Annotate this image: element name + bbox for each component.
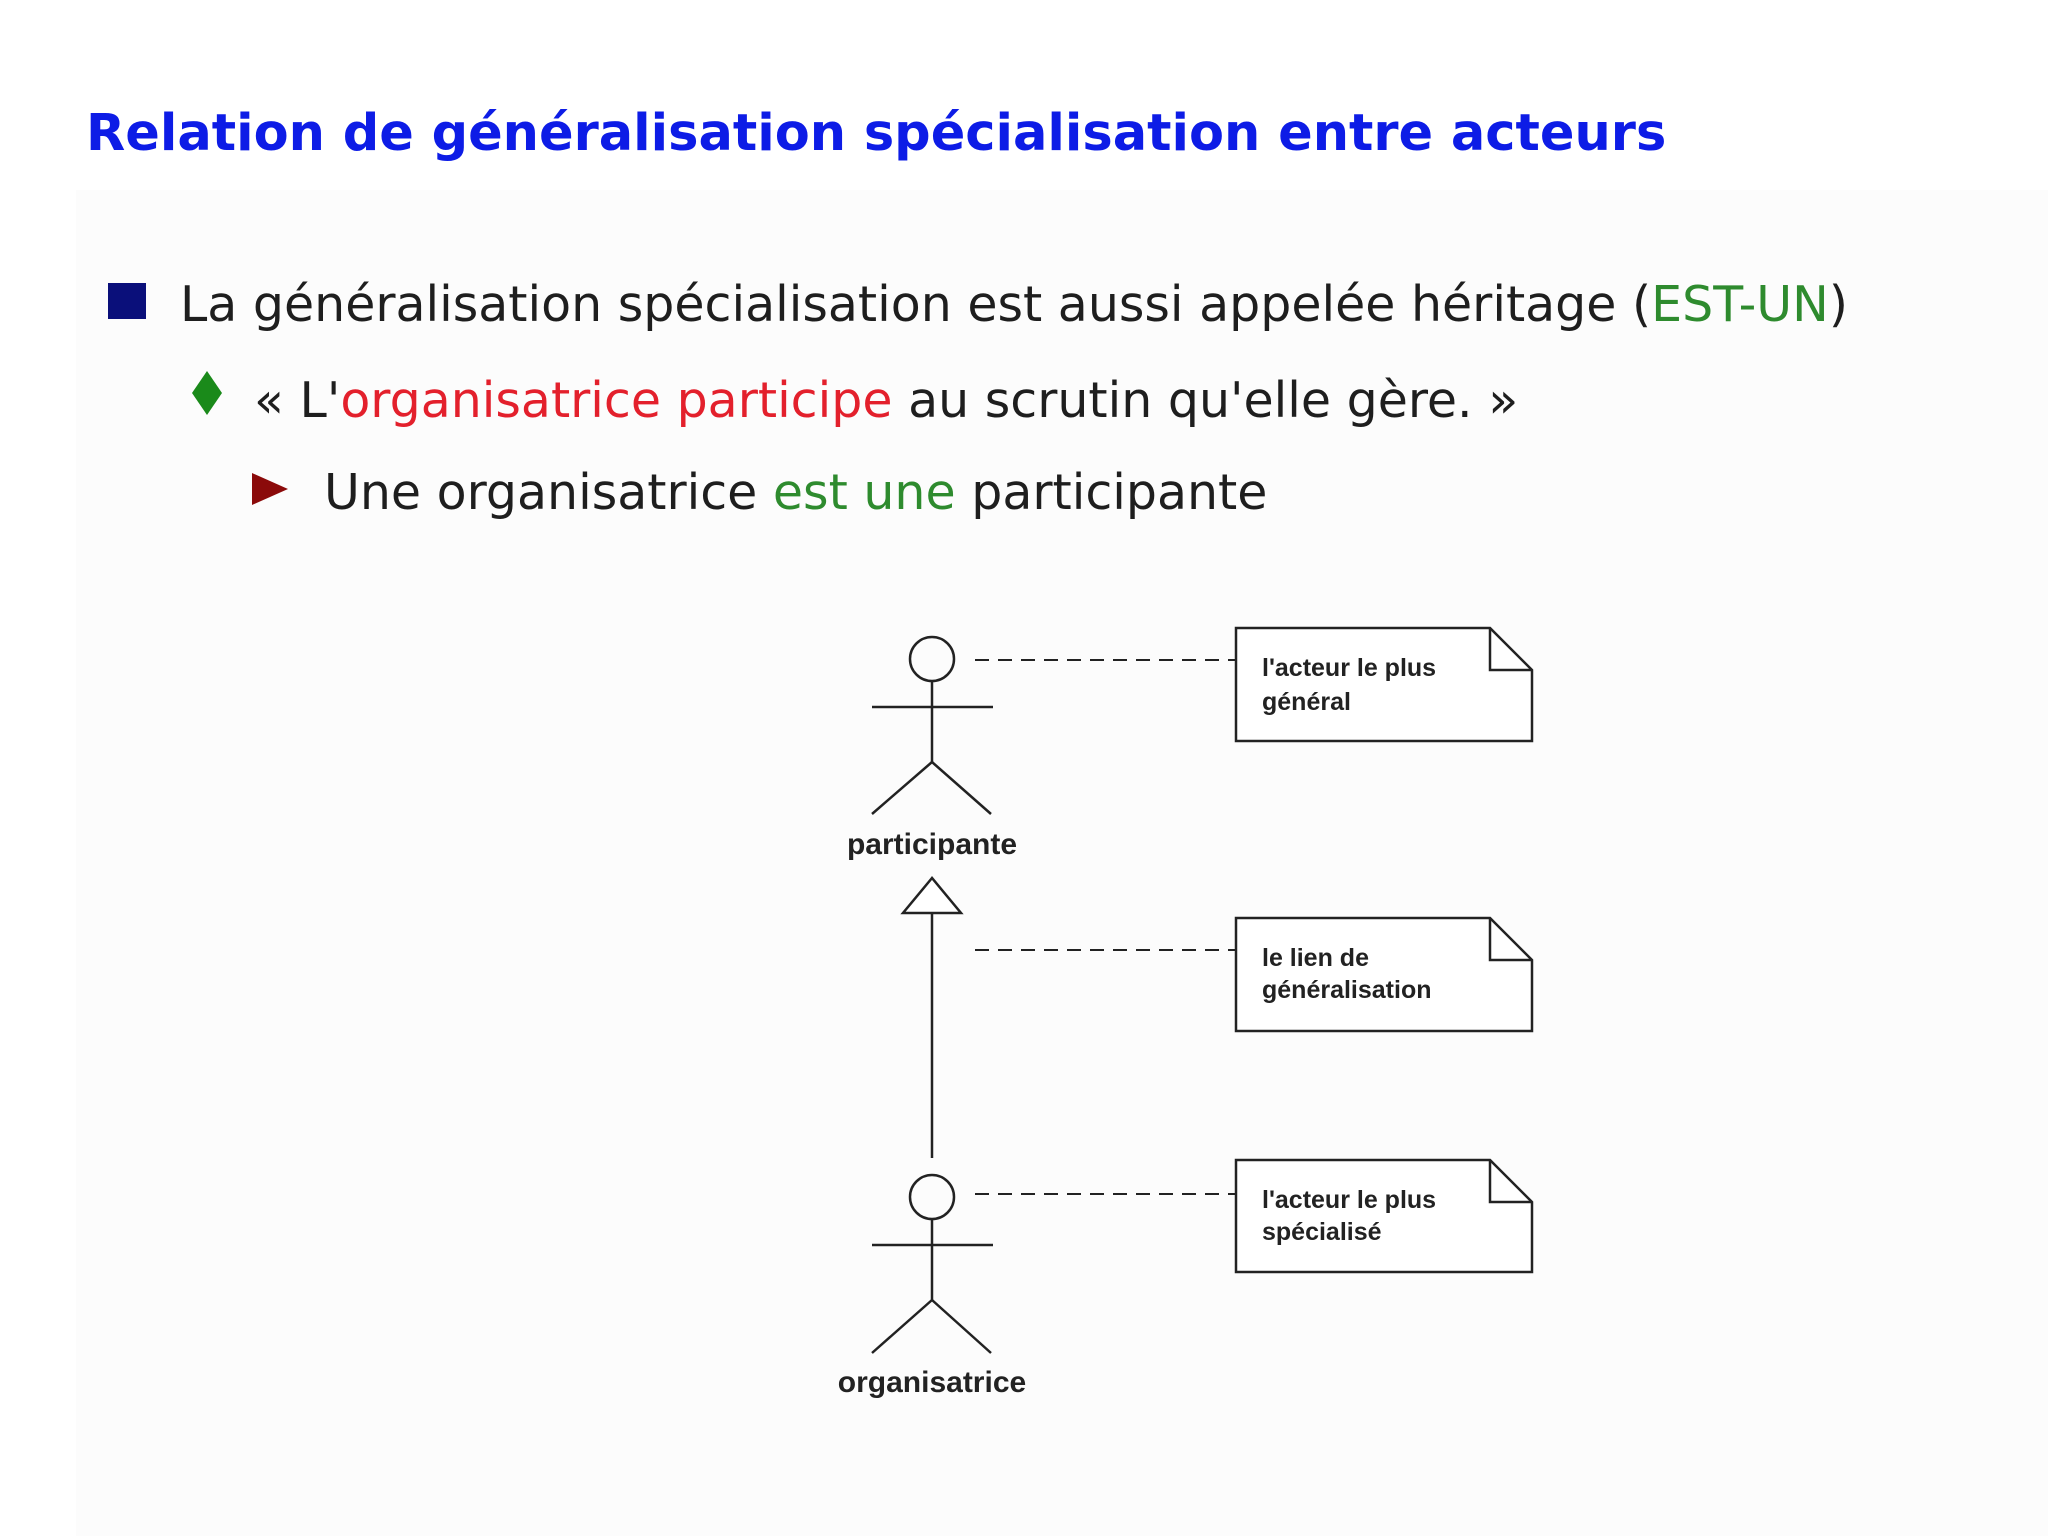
bullet-3-text: Une organisatrice [324, 464, 773, 521]
bullet-1-highlight: EST-UN [1651, 276, 1829, 333]
bullet-2-highlight: organisatrice participe [340, 372, 893, 429]
bullet-3-highlight: est une [772, 464, 956, 521]
note-general-line-2: général [1262, 688, 1351, 716]
bullet-3-text-end: participante [955, 464, 1268, 521]
bullet-2-text: « L' [254, 372, 341, 429]
slide-title: Relation de généralisation spécialisation entre acteurs [86, 104, 1667, 163]
bullet-1-text-end: ) [1828, 276, 1848, 333]
note-link-line-2: généralisation [1262, 976, 1432, 1004]
generalization-link [903, 878, 961, 1158]
note-special-shape [1236, 1160, 1532, 1272]
note-link-line-1: le lien de [1262, 944, 1369, 972]
actor-organisatrice-icon [872, 1175, 993, 1353]
note-link-shape [1236, 918, 1532, 1031]
bullet-2-text-end: au scrutin qu'elle gère. » [892, 372, 1519, 429]
actor-participante-icon [872, 637, 993, 814]
actor-label-participante: participante [846, 828, 1018, 861]
note-general-line-1: l'acteur le plus [1262, 654, 1437, 682]
note-general-shape [1236, 628, 1532, 741]
note-special-line-1: l'acteur le plus [1262, 1186, 1437, 1214]
actor-label-organisatrice: organisatrice [837, 1366, 1027, 1399]
note-special-line-2: spécialisé [1262, 1218, 1382, 1246]
bullet-1-text: La généralisation spécialisation est aussi appelée héritage ( [180, 276, 1652, 333]
